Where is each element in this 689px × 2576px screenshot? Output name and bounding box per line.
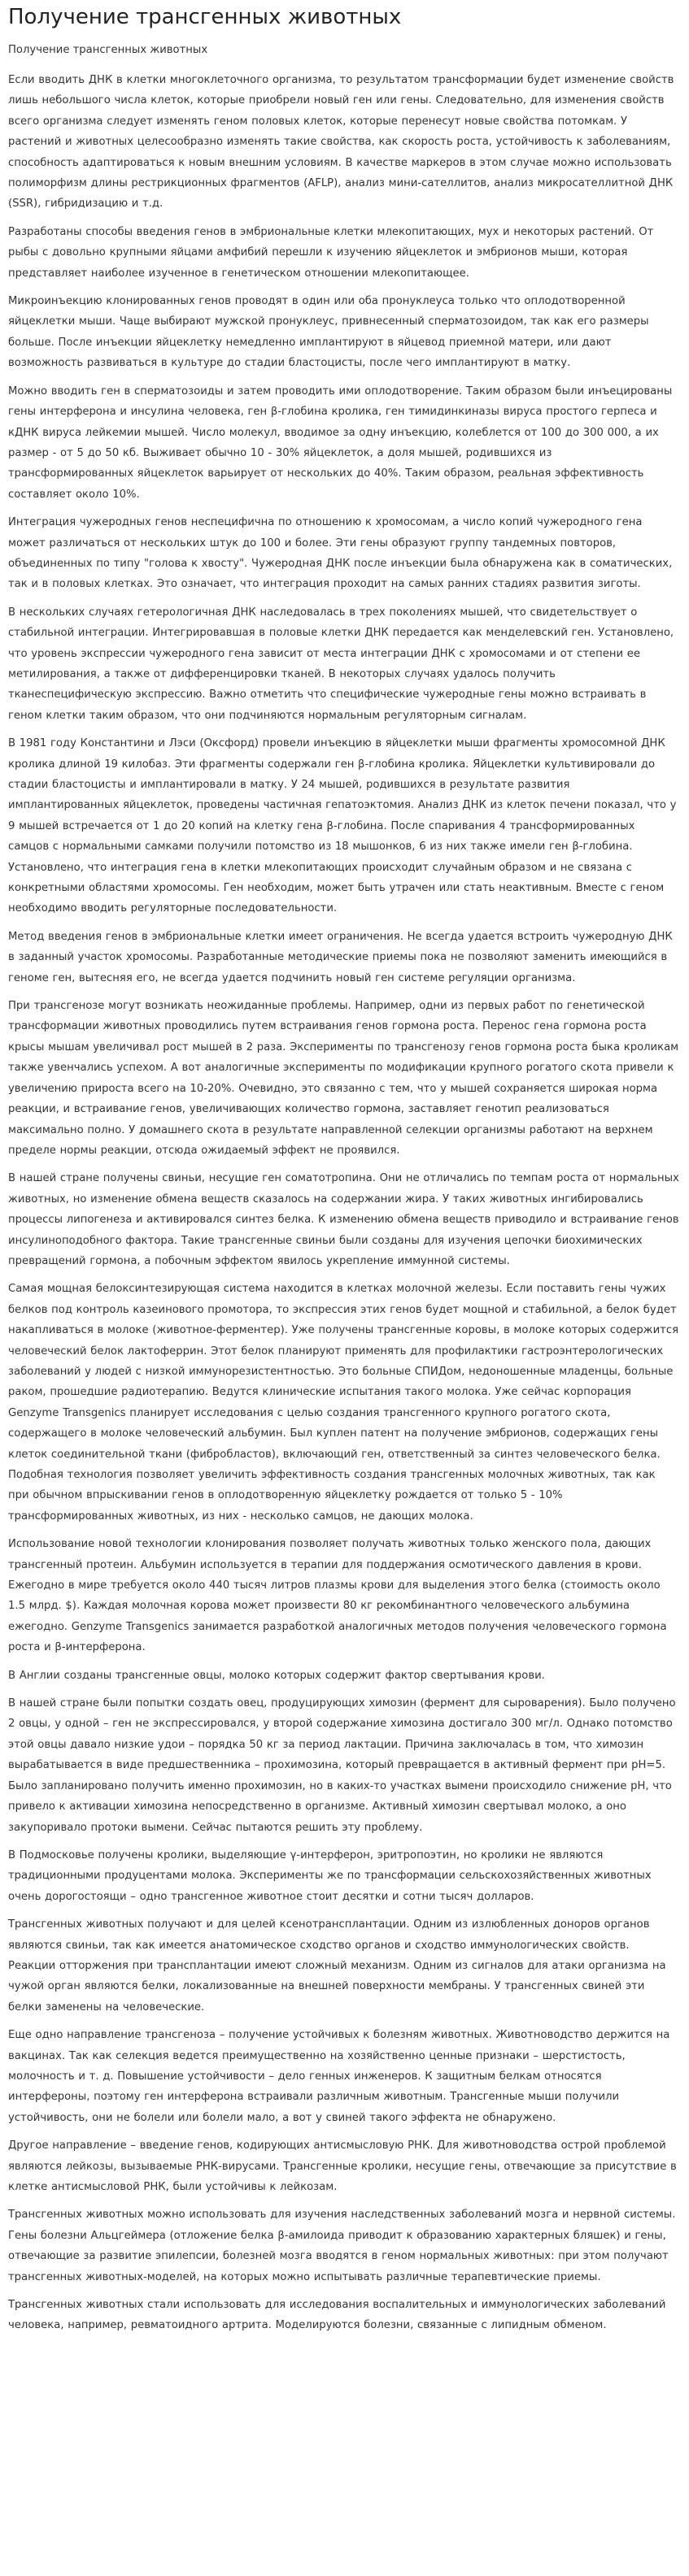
paragraph: В Подмосковье получены кролики, выделяющие γ-интерферон, эритропоэтин, но кролики не являются традиционными продуцентами молока. Эксперименты же по трансформации сельскохозяйственных животных очень дорогостоящи – одно трансгенное животное стоит десятки и сотни тысяч долларов. <box>8 1848 652 1903</box>
paragraph: В нашей стране были попытки создать овец, продуцирующих химозин (фермент для сыроварения). Было получено 2 овцы, у одной – ген не экспрессировался, у второй содержание химозина достигало 300 мг/л. Однако потомство этой овцы давало низкие удои – порядка 50 кг за период лактации. Причина заключалась в том, что химозин вырабатывается в виде предшественника – прохимозина, который превращается в активный фермент при pH=5. Было запланировано получить именно прохимозин, но в каких-то участках вымени происходило снижение pH, что привело к активации химозина непосредственно в организме. Активный химозин свертывал молоко, а оно закупоривало протоки вымени. Сейчас пытаются решить эту проблему. <box>8 1697 676 1834</box>
paragraph: В 1981 году Константини и Лэси (Оксфорд) провели инъекцию в яйцеклетки мыши фрагменты хромосомной ДНК кролика длиной 19 килобаз. Эти фрагменты содержали ген β-глобина кролика. Яйцеклетки культивировали до стадии бластоцисты и имплантировали в матку. У 24 мышей, родившихся в результате развития имплантированных яйцеклеток, проведены частичная гепатоэктомия. Анализ ДНК из клеток печени показал, что у 9 мышей встречается от 1 до 20 копий на клетку гена β-глобина. После спаривания 4 трансформированных самцов с нормальными самками получили потомство из 18 мышонков, 6 из них также имели ген β-глобина. Установлено, что интеграция гена в клетки млекопитающих происходит случайным образом и не связана с конкретными областями хромосомы. Ген необходим, может быть утрачен или стать неактивным. Вместе с геном необходимо вводить регуляторные последовательности. <box>8 737 677 915</box>
paragraph: Использование новой технологии клонирования позволяет получать животных только женского пола, дающих трансгенный протеин. Альбумин используется в терапии для поддержания осмотического давления в крови. Ежегодно в мире требуется около 440 тысяч литров плазмы крови для выделения этого белка (стоимость около 1.5 млрд. $). Каждая молочная корова может произвести 80 кг рекомбинантного человеческого альбумина ежегодно. Genzyme Transgenics занимается разработкой аналогичных методов получения человеческого гормона роста и β-интерферона. <box>8 1538 667 1654</box>
page-title: Получение трансгенных животных <box>8 5 402 29</box>
paragraph: Если вводить ДНК в клетки многоклеточного организма, то результатом трансформации будет изменение свойств лишь небольшого числа клеток, которые приобрели новый ген или гены. Следовательно, для изменения свойств всего организма следует изменять геном половых клеток, которые перенесут новые свойства потомкам. У растений и животных целесообразно изменять такие свойства, как скорость роста, устойчивость к заболеваниям, способность адаптироваться к новым внешним условиям. В качестве маркеров в этом случае можно использовать полиморфизм длины рестрикционных фрагментов (AFLP), анализ мини-сателлитов, анализ микросателлитной ДНК (SSR), гибридизацию и т.д. <box>8 74 674 211</box>
paragraph: В нашей стране получены свиньи, несущие ген соматотропина. Они не отличались по темпам роста от нормальных животных, но изменение обмена веществ сказалось на содержании жира. У таких животных ингибировались процессы липогенеза и активировался синтез белка. К изменению обмена веществ приводило и встраивание генов инсулиноподобного фактора. Такие трансгенные свиньи были созданы для изучения цепочки биохимических превращений гормона, а побочным эффектом явилось укрепление иммунной системы. <box>8 1172 679 1267</box>
paragraph: Другое направление – введение генов, кодирующих антисмысловую РНК. Для животноводства острой проблемой являются лейкозы, вызываемые РНК-вирусами. Трансгенные кролики, несущие гены, отвечающие за присутствие в клетке антисмысловой РНК, были устойчивы к лейкозам. <box>8 2139 677 2193</box>
paragraph: При трансгенозе могут возникать неожиданные проблемы. Например, одни из первых работ по генетической трансформации животных проводились путем встраивания генов гормона роста. Перенос гена гормона роста крысы мышам увеличивал рост мышей в 2 раза. Эксперименты по трансгенозу генов гормона роста быка кроликам также увенчались успехом. А вот аналогичные эксперименты по модификации крупного рогатого скота привели к увеличению прироста всего на 10-20%. Очевидно, это связанно с тем, что у мышей сохраняется широкая норма реакции, и встраивание генов, увеличивающих количество гормона, заставляет генотип реализоваться максимально полно. У домашнего скота в результате направленной селекции организмы работают на верхнем пределе нормы реакции, отсюда ожидаемый эффект не проявился. <box>8 1000 679 1157</box>
paragraph: Самая мощная белоксинтезирующая система находится в клетках молочной железы. Если поставить гены чужих белков под контроль казеинового промотора, то экспрессия этих генов будет мощной и стабильной, а белок будет накапливаться в молоке (животное-ферментер). Уже получены трансгенные коровы, в молоке которых содержится человеческий белок лактоферрин. Этот белок планируют применять для профилактики гастроэнтерологических заболеваний у людей с низкой иммунорезистентностью. Это больные СПИДом, недоношенные младенцы, больные раком, прошедшие радиотерапию. Ведутся клинические испытания такого молока. Уже сейчас корпорация Genzyme Transgenics планирует исследования с целью создания трансгенного крупного рогатого скота, содержащего в молоке человеческий альбумин. Был куплен патент на получение эмбрионов, содержащих гены клеток соединительной ткани (фибробластов), включающий ген, ответственный за синтез человеческого белка. Подобная технология позволяет увеличить эффективность создания трансгенных молочных животных, так как при обычном впрыскивании генов в оплодотворенную яйцеклетку рождается от только 5 - 10% трансформированных животных, из них - несколько самцов, не дающих молока. <box>8 1283 679 1523</box>
paragraph: Трансгенных животных получают и для целей ксенотрансплантации. Одним из излюбленных доноров органов являются свиньи, так как имеется анатомическое сходство органов и сходство иммунологических свойств. Реакции отторжения при трансплантации имеют сложный механизм. Одним из сигналов для атаки организма на чужой орган являются белки, локализованные на внешней поверхности мембраны. У трансгенных свиней эти белки заменены на человеческие. <box>8 1918 666 2013</box>
paragraph: Разработаны способы введения генов в эмбриональные клетки млекопитающих, мух и некоторых растений. От рыбы с довольно крупными яйцами амфибий перешли к изучению яйцеклеток и эмбрионов мыши, которая представляет наиболее изученное в генетическом отношении млекопитающее. <box>8 225 654 280</box>
paragraph: Интеграция чужеродных генов неспецифична по отношению к хромосомам, а число копий чужеродного гена может различаться от нескольких штук до 100 и более. Эти гены образуют группу тандемных повторов, объединенных по типу "голова к хвосту". Чужеродная ДНК после инъекции была обнаружена как в соматических, так и в половых клетках. Это означает, что интеграция проходит на самых ранних стадиях развития зиготы. <box>8 516 673 591</box>
paragraph: Трансгенных животных стали использовать для исследования воспалительных и иммунологических заболеваний человека, например, ревматоидного артрита. Моделируются болезни, связанные с липидным обменом. <box>8 2299 666 2332</box>
paragraph: Трансгенных животных можно использовать для изучения наследственных заболеваний мозга и нервной системы. Гены болезни Альцгеймера (отложение белка β-амилоида приводит к образованию характерных бляшек) и гены, отвечающие за развитие эпилепсии, болезней мозга вводятся в геном нормальных животных: при этом получают трансгенных животных-моделей, на которых можно испытывать различные терапевтические приемы. <box>8 2209 676 2283</box>
paragraph: Метод введения генов в эмбриональные клетки имеет ограничения. Не всегда удается встроить чужеродную ДНК в заданный участок хромосомы. Разработанные методические приемы пока не позволяют заменить имеющийся в геноме ген, вытесняя его, не всегда удается подчинить новый ген системе регуляции организма. <box>8 930 673 984</box>
paragraph: В нескольких случаях гетерологичная ДНК наследовалась в трех поколениях мышей, что свидетельствует о стабильной интеграции. Интегрировавшая в половые клетки ДНК передается как менделевский ген. Установлено, что уровень экспрессии чужеродного гена зависит от места интеграции ДНК с хромосомами и от степени ее метилирования, а также от дифференцировки тканей. В некоторых случаях удалось получить тканеспецифическую экспрессию. Важно отметить что специфические чужеродные гены можно встраивать в геном клетки таким образом, что они подчиняются нормальным регуляторным сигналам. <box>8 606 674 722</box>
paragraph: В Англии созданы трансгенные овцы, молоко которых содержит фактор свертывания крови. <box>8 1669 545 1682</box>
paragraph: Можно вводить ген в сперматозоиды и затем проводить ими оплодотворение. Таким образом были инъецированы гены интерферона и инсулина человека, ген β-глобина кролика, ген тимидинкиназы вируса простого герпеса и кДНК вируса лейкемии мышей. Число молекул, вводимое за одну инъекцию, колеблется от 100 до 300 000, а их размер - от 5 до 50 кб. Выживает обычно 10 - 30% яйцеклеток, а доля мышей, родившихся из трансформированных яйцеклеток варьирует от нескольких до 40%. Таким образом, реальная эффективность составляет около 10%. <box>8 384 673 501</box>
paragraph: Микроинъекцию клонированных генов проводят в один или оба пронуклеуса только что оплодотворенной яйцеклетки мыши. Чаще выбирают мужской пронуклеус, привнесенный сперматозоидом, так как его размеры больше. После инъекции яйцеклетку немедленно имплантируют в яйцевод приемной матери, или дают возможность развиваться в культуре до стадии бластоцисты, после чего имплантируют в матку. <box>8 295 649 370</box>
page-subtitle: Получение трансгенных животных <box>8 44 208 56</box>
paragraph: Еще одно направление трансгеноза – получение устойчивых к болезням животных. Животноводство держится на вакцинах. Так как селекция ведется преимущественно на хозяйственно ценные признаки – шерстистость, молочность и т. д. Повышение устойчивости – дело генных инженеров. К защитным белкам относятся интерфероны, поэтому ген интерферона встраивали различным животным. Трансгенные мыши получили устойчивость, они не болели или болели мало, а вот у свиней такого эффекта не обнаружено. <box>8 2029 670 2124</box>
